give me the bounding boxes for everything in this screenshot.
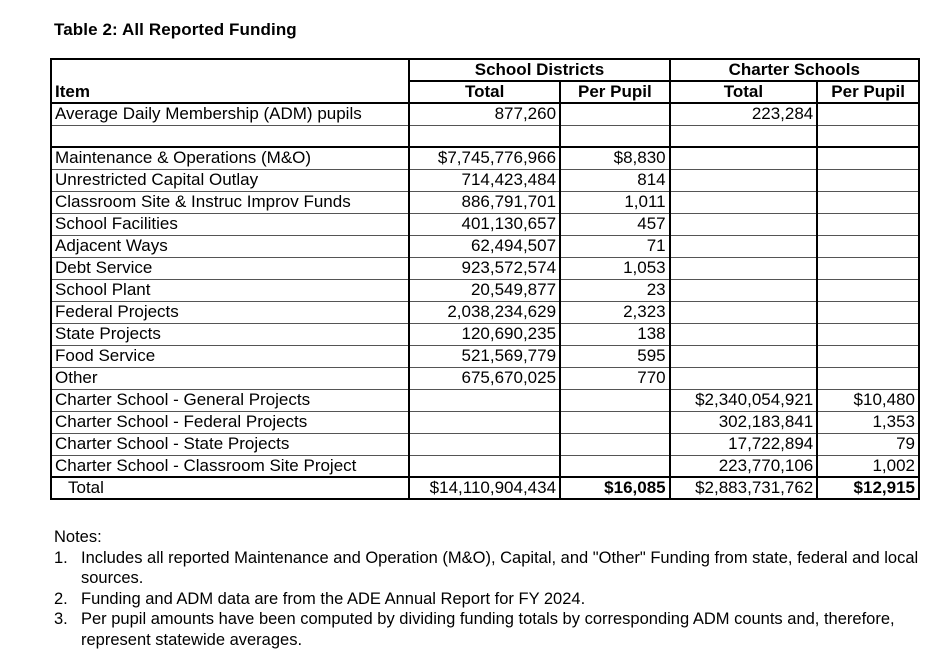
sd-total-cell: 62,494,507 bbox=[409, 235, 560, 257]
table-row bbox=[51, 147, 919, 169]
table-row bbox=[51, 433, 919, 455]
table-row bbox=[51, 389, 919, 411]
sd-per-pupil-cell bbox=[560, 411, 670, 433]
note-number: 2. bbox=[54, 589, 68, 608]
cs-total-cell: 223,770,106 bbox=[670, 455, 818, 477]
sd-per-pupil-cell: 1,053 bbox=[560, 257, 670, 279]
total-label: Total bbox=[51, 477, 409, 499]
note-text: Funding and ADM data are from the ADE Annual Report for FY 2024. bbox=[81, 589, 586, 608]
cs-total-cell bbox=[670, 191, 818, 213]
sd-per-pupil-cell: 138 bbox=[560, 323, 670, 345]
sd-total-cell: 120,690,235 bbox=[409, 323, 560, 345]
sd-total-cell bbox=[409, 389, 560, 411]
row-item: Charter School - General Projects bbox=[51, 389, 409, 411]
cs-total-cell: $2,340,054,921 bbox=[670, 389, 818, 411]
row-item: Food Service bbox=[51, 345, 409, 367]
row-item: Charter School - State Projects bbox=[51, 433, 409, 455]
cs-per-pupil-cell bbox=[817, 147, 919, 169]
sd-per-pupil-cell: 457 bbox=[560, 213, 670, 235]
cs-per-pupil-cell: $10,480 bbox=[817, 389, 919, 411]
note-item bbox=[54, 548, 924, 589]
sd-per-pupil-cell bbox=[560, 103, 670, 125]
notes-heading: Notes: bbox=[54, 528, 102, 546]
sd-per-pupil-cell bbox=[560, 455, 670, 477]
note-item bbox=[54, 609, 924, 650]
row-item: School Plant bbox=[51, 279, 409, 301]
cs-per-pupil-cell bbox=[817, 345, 919, 367]
total-sd-per-pupil-cell: $16,085 bbox=[560, 477, 670, 499]
sd-total-cell: 20,549,877 bbox=[409, 279, 560, 301]
school-districts-header: School Districts bbox=[409, 59, 669, 81]
sd-total-cell: 2,038,234,629 bbox=[409, 301, 560, 323]
table-row bbox=[51, 279, 919, 301]
row-item: Classroom Site & Instruc Improv Funds bbox=[51, 191, 409, 213]
cs-total-cell bbox=[670, 367, 818, 389]
sd-per-pupil-cell bbox=[560, 433, 670, 455]
table-title: Table 2: All Reported Funding bbox=[54, 20, 297, 39]
sd-per-pupil-cell: 2,323 bbox=[560, 301, 670, 323]
cs-per-pupil-cell bbox=[817, 301, 919, 323]
sd-per-pupil-cell: 595 bbox=[560, 345, 670, 367]
table-row bbox=[51, 367, 919, 389]
cs-total-cell: 223,284 bbox=[670, 103, 818, 125]
sd-total-cell: 886,791,701 bbox=[409, 191, 560, 213]
table-row bbox=[51, 191, 919, 213]
note-item bbox=[54, 589, 924, 610]
adm-row bbox=[51, 103, 919, 125]
row-item: Federal Projects bbox=[51, 301, 409, 323]
sd-total-cell: $7,745,776,966 bbox=[409, 147, 560, 169]
sd-total-cell bbox=[409, 433, 560, 455]
row-item: Average Daily Membership (ADM) pupils bbox=[51, 103, 409, 125]
cs-per-pupil-cell bbox=[817, 279, 919, 301]
sd-total-cell: 675,670,025 bbox=[409, 367, 560, 389]
total-row bbox=[51, 477, 919, 499]
table-row bbox=[51, 235, 919, 257]
note-text: Per pupil amounts have been computed by dividing funding totals by corresponding ADM counts and, therefore, represent statewide averages. bbox=[81, 610, 895, 649]
cs-per-pupil-cell bbox=[817, 367, 919, 389]
cs-total-cell bbox=[670, 147, 818, 169]
cs-total-cell bbox=[670, 257, 818, 279]
sd-per-pupil-header: Per Pupil bbox=[560, 81, 670, 103]
sd-total-cell bbox=[409, 455, 560, 477]
total-sd-total-cell: $14,110,904,434 bbox=[409, 477, 560, 499]
sd-total-cell: 923,572,574 bbox=[409, 257, 560, 279]
cs-per-pupil-cell: 79 bbox=[817, 433, 919, 455]
sd-total-cell: 401,130,657 bbox=[409, 213, 560, 235]
cs-total-cell bbox=[670, 235, 818, 257]
sd-total-cell: 877,260 bbox=[409, 103, 560, 125]
note-number: 3. bbox=[54, 610, 68, 628]
total-cs-per-pupil-cell: $12,915 bbox=[817, 477, 919, 499]
sd-total-cell bbox=[409, 411, 560, 433]
table-row bbox=[51, 169, 919, 191]
row-item: Debt Service bbox=[51, 257, 409, 279]
table-row bbox=[51, 345, 919, 367]
cs-per-pupil-cell: 1,002 bbox=[817, 455, 919, 477]
sd-per-pupil-cell: 770 bbox=[560, 367, 670, 389]
table-row bbox=[51, 213, 919, 235]
table-row bbox=[51, 455, 919, 477]
note-number: 1. bbox=[54, 548, 68, 567]
row-item: Charter School - Federal Projects bbox=[51, 411, 409, 433]
header-row-groups bbox=[51, 59, 919, 81]
notes-section bbox=[54, 527, 924, 650]
sd-per-pupil-cell: 23 bbox=[560, 279, 670, 301]
sd-per-pupil-cell: 814 bbox=[560, 169, 670, 191]
cs-total-cell bbox=[670, 345, 818, 367]
sd-total-header: Total bbox=[409, 81, 560, 103]
cs-per-pupil-header: Per Pupil bbox=[817, 81, 919, 103]
cs-per-pupil-cell bbox=[817, 103, 919, 125]
sd-per-pupil-cell: 1,011 bbox=[560, 191, 670, 213]
row-item: State Projects bbox=[51, 323, 409, 345]
cs-total-cell: 17,722,894 bbox=[670, 433, 818, 455]
cs-per-pupil-cell bbox=[817, 323, 919, 345]
funding-table bbox=[50, 58, 920, 500]
cs-total-cell bbox=[670, 323, 818, 345]
cs-per-pupil-cell bbox=[817, 235, 919, 257]
total-cs-total-cell: $2,883,731,762 bbox=[670, 477, 818, 499]
cs-per-pupil-cell bbox=[817, 191, 919, 213]
cs-total-header: Total bbox=[670, 81, 818, 103]
sd-per-pupil-cell: 71 bbox=[560, 235, 670, 257]
notes-list bbox=[54, 548, 924, 651]
row-item: Charter School - Classroom Site Project bbox=[51, 455, 409, 477]
sd-total-cell: 521,569,779 bbox=[409, 345, 560, 367]
spacer-row bbox=[51, 125, 919, 147]
sd-total-cell: 714,423,484 bbox=[409, 169, 560, 191]
cs-total-cell bbox=[670, 169, 818, 191]
note-text: Includes all reported Maintenance and Operation (M&O), Capital, and "Other" Funding from state, federal and local sources. bbox=[81, 548, 919, 587]
cs-total-cell bbox=[670, 301, 818, 323]
row-item: Other bbox=[51, 367, 409, 389]
cs-total-cell: 302,183,841 bbox=[670, 411, 818, 433]
cs-total-cell bbox=[670, 213, 818, 235]
sd-per-pupil-cell: $8,830 bbox=[560, 147, 670, 169]
table-row bbox=[51, 323, 919, 345]
item-column-header: Item bbox=[51, 59, 409, 103]
sd-per-pupil-cell bbox=[560, 389, 670, 411]
row-item: Unrestricted Capital Outlay bbox=[51, 169, 409, 191]
cs-per-pupil-cell bbox=[817, 169, 919, 191]
table-row bbox=[51, 411, 919, 433]
cs-per-pupil-cell: 1,353 bbox=[817, 411, 919, 433]
cs-per-pupil-cell bbox=[817, 257, 919, 279]
table-row bbox=[51, 257, 919, 279]
row-item: Adjacent Ways bbox=[51, 235, 409, 257]
cs-total-cell bbox=[670, 279, 818, 301]
row-item: Maintenance & Operations (M&O) bbox=[51, 147, 409, 169]
cs-per-pupil-cell bbox=[817, 213, 919, 235]
table-row bbox=[51, 301, 919, 323]
row-item: School Facilities bbox=[51, 213, 409, 235]
charter-schools-header: Charter Schools bbox=[670, 59, 919, 81]
